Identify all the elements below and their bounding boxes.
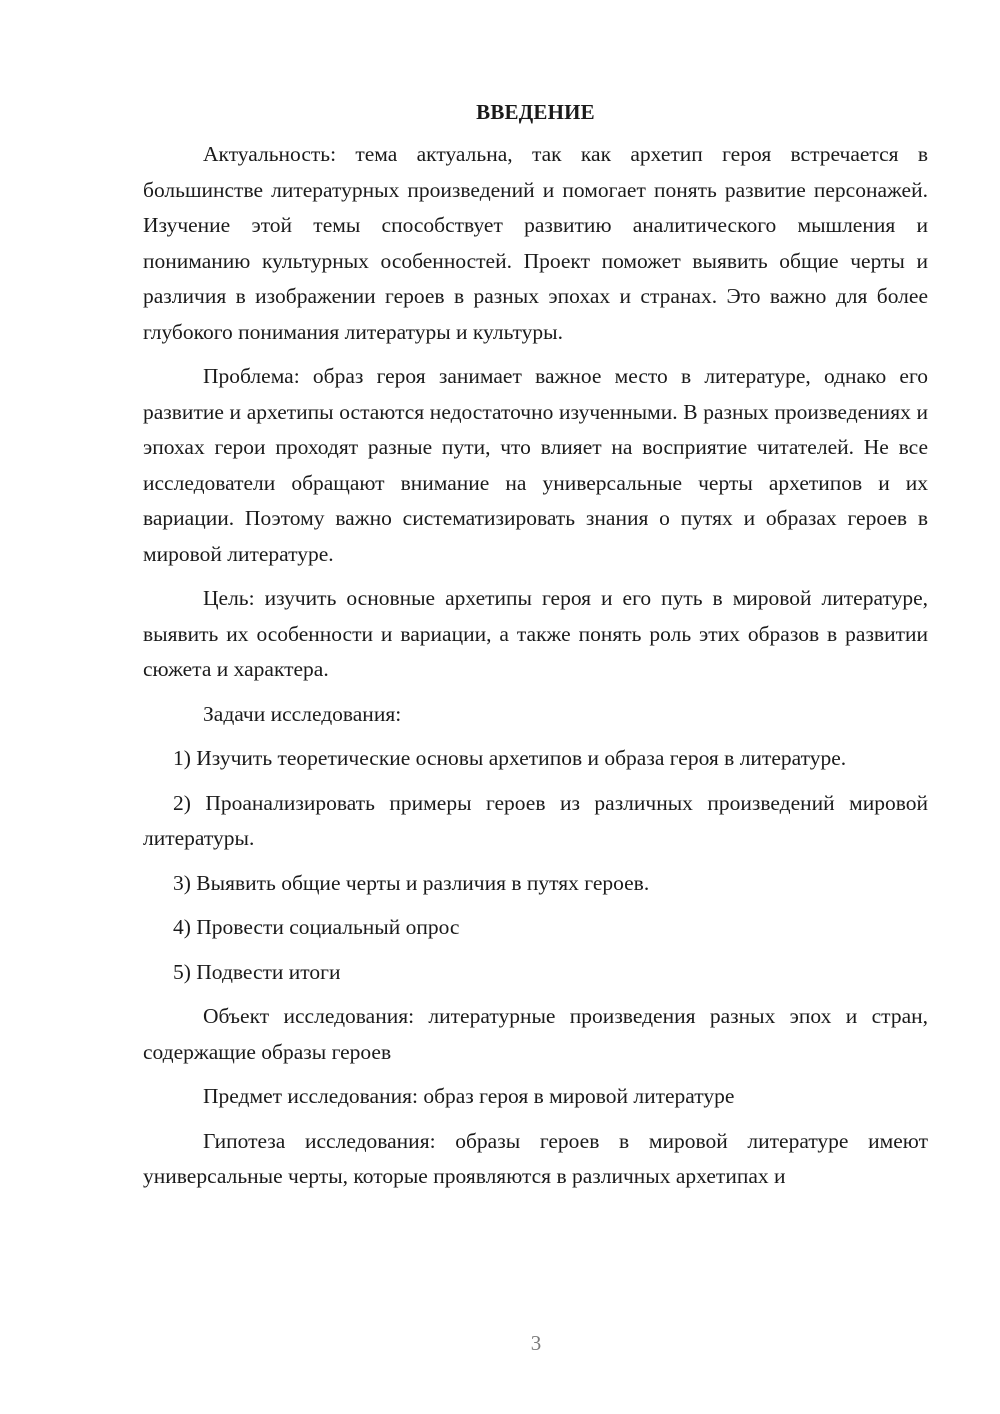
task-item: 3) Выявить общие черты и различия в путях героев. (173, 870, 650, 895)
hypothesis-paragraph: Гипотеза исследования: образы героев в мировой литературе имеют универсальные черты, которые проявляются в различных архетипах и (143, 1128, 928, 1188)
task-item: 5) Подвести итоги (173, 959, 341, 984)
section-title: ВВЕДЕНИЕ (476, 100, 595, 124)
task-item: 2) Проанализировать примеры героев из различных произведений мировой литературы. (143, 790, 928, 850)
object-paragraph: Объект исследования: литературные произведения разных эпох и стран, содержащие образы героев (143, 1004, 928, 1064)
task-item: 4) Провести социальный опрос (173, 915, 460, 939)
task-item: 1) Изучить теоретические основы архетипов и образа героя в литературе. (173, 746, 847, 770)
goal-paragraph: Цель: изучить основные архетипы героя и его путь в мировой литературе, выявить их особенности и вариации, а также понять роль этих образов в развитии сюжета и характера. (143, 586, 928, 681)
page-content (143, 97, 928, 1204)
tasks-heading: Задачи исследования: (203, 701, 402, 726)
problem-paragraph: Проблема: образ героя занимает важное место в литературе, однако его развитие и архетипы остаются недостаточно изученными. В разных произведениях и эпохах герои проходят разные пути, что влияет на восприятие читателей. Не все исследователи обращают внимание на универсальные черты архетипов и их вариации. Поэтому важно систематизировать знания о путях и образах героев в мировой литературе. (143, 364, 928, 566)
page-number: 3 (530, 1331, 542, 1355)
subject-paragraph: Предмет исследования: образ героя в мировой литературе (203, 1084, 735, 1108)
relevance-paragraph: Актуальность: тема актуальна, так как архетип героя встречается в большинстве литературных произведений и помогает понять развитие персонажей. Изучение этой темы способствует развитию аналитического мышления и пониманию культурных особенностей. Проект поможет выявить общие черты и различия в изображении героев в разных эпохах и странах. Это важно для более глубокого понимания литературы и культуры. (143, 142, 928, 344)
